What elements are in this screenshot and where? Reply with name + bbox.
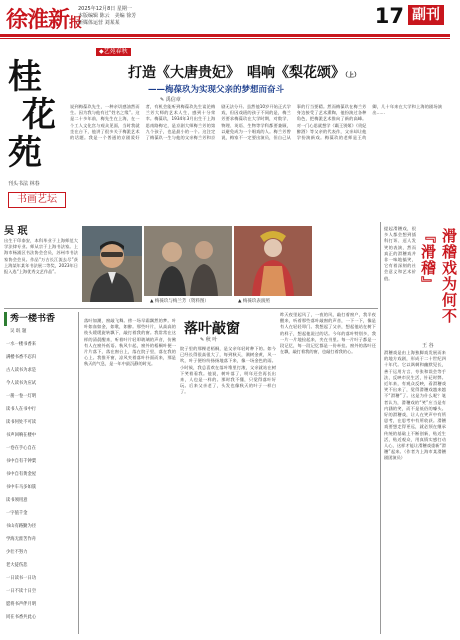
feature-tag: ◆艺苑春秋 xyxy=(96,48,131,56)
editor-line: 本版编辑 陈云 美编 徐芳 xyxy=(78,13,137,19)
feature-subheadline: ——梅葆玖为实现父亲的梦想而奋斗 xyxy=(148,85,285,95)
author-photo xyxy=(82,226,142,302)
poem-line: 一水一楼书香来 xyxy=(6,342,37,347)
poem-line: 书中车马多如簇 xyxy=(6,485,37,490)
poem-line: 读书人在书中行 xyxy=(6,407,37,412)
newspaper-logo: 徐淮新报 xyxy=(6,7,82,33)
right-feature-title: 滑稽戏为何不『滑稽』 xyxy=(419,228,458,324)
poem-line: 今人读书为应试 xyxy=(6,381,37,386)
poem-line: 古人读书为求是 xyxy=(6,368,37,373)
profile-bio: 出生于印泰安，本科毕业于上海师范大学法律专业。师从宗于上海书法家。上海市杨浦区书法协会会员，苏州市书法家协会会员。作品“万古长江流去尽”获上海某年某年书法展二等奖，2023年日报入选“上海优秀文艺作品”。 xyxy=(4,238,78,275)
column-title-char-1: 桂 xyxy=(8,57,42,97)
poem-line: 少壮不努力 xyxy=(6,550,28,555)
feature-photo-left xyxy=(144,226,232,296)
poem-line: 书声回响在楼中 xyxy=(6,433,37,438)
section-badge: 副刊 xyxy=(408,5,444,25)
poem-line: 愿将书声伴月明 xyxy=(6,602,37,607)
feature-photo-right xyxy=(234,226,312,296)
feature-headline: 打造《大唐贵妃》 唱响《梨花颂》（上） xyxy=(128,65,361,81)
poem-line: 满楼书香不忍归 xyxy=(6,355,37,360)
photo-caption-left: ▲ 梅葆玖与梅兰芳（资料图） xyxy=(150,299,209,304)
poem-line: 一卷在手心自在 xyxy=(6,446,37,451)
story-col-3: 昨天夜里起风了，一夜的风，敲打着窗户，我半夜醒来，听着那些落叶敲窗的声音，一下一下，像是有人在轻轻叩门。我想起了父亲，想起他站在树下的样子，想起他说过的话。今年的落叶特别多，我一片一片地捡起来，夹在书里。每一片叶子都是一段记忆，每一段记忆都是一份牵挂。窗外的落叶还在飘，敲打着我的窗，也敲打着我的心。 xyxy=(280,312,376,355)
feature-body-continued xyxy=(316,222,378,306)
poem-line: 读书须用意 xyxy=(6,498,28,503)
poem-line: 一字值千金 xyxy=(6,511,28,516)
right-feature-intro: 提起滑稽戏，很多人都会想到插科打诨、逗人发笑的表演，然而真正的滑稽戏并非一味地搞笑，它有着深刻的社会意义和艺术价值。 xyxy=(384,226,416,281)
poem-author: 吴 珉 题 xyxy=(10,329,27,334)
profile-name: 吴 珉 xyxy=(4,226,28,237)
column-title-char-3: 苑 xyxy=(8,133,42,173)
story-col-2: 院子里的那棵老梧桐，是父亲年轻时种下的。如今已经长得很高很大了，每到秋天，满树金黄，风一吹，叶子便纷纷扬扬地落下来，像一场金色的雨。小时候，我总喜欢在落叶堆里打滚，父亲就站在树下笑着看我。他说，树叶落了，明年还会再长出来，人也是一样的。那时我不懂，只觉得落叶好玩。后来父亲老了，头发也像秋天的叶子一样白了。 xyxy=(180,346,276,395)
poem-line: 一日不读十日空 xyxy=(6,589,37,594)
poem-line: 书中自有千钟粟 xyxy=(6,459,37,464)
column-badge: 书画艺坛 xyxy=(8,192,66,208)
poem-line: 读书何处不可读 xyxy=(6,420,37,425)
column-subtitle: 刊头书法 林春 xyxy=(8,181,40,187)
column-title-block xyxy=(8,58,58,172)
date-line: 2025年12月8日 星期一 xyxy=(78,6,132,12)
poem-line: 老大徒伤悲 xyxy=(6,563,28,568)
poem-line: 书山有路勤为径 xyxy=(6,524,37,529)
column-title-char-2: 花 xyxy=(22,95,56,135)
poem-line: 同在书香共此心 xyxy=(6,615,37,620)
right-column-divider xyxy=(380,222,381,634)
masthead-rule-thin xyxy=(0,38,450,39)
photo-caption-right: ▲ 梅葆玖表演照 xyxy=(238,299,270,304)
feature-body: 说到梅葆玖先生，一种亲切感油然而生。因为我与他有过“姓名之缘”。这是二十多年前，梅先生在上海，在一个工人文化宫与观众见面，当时我就坐在台下，他讲了很多关于梅派艺术的话题。我是一个普通的京剧爱好者，有机会能听到梅葆玖先生谈论梅兰芳大师的艺术人生，感到十分荣幸。梅葆玖，1934年3月出生于上海思南路梅宅，是京剧大师梅兰芳的第九个孩子，也是最小的一个。这注定了梅葆玖一生与他的父亲梅兰芳和京剧无法分开。虽然他10岁开始正式学戏，但因戏班的孩子不同的是，梅兰芳要求梅葆玖在大学时期，对数学、物理、英语、生物等学科都要兼顾，以避免成为一个唱戏的人。梅兰芳曾说，梅家不一定要出演员，但自己从事的行当要精。然而梅葆玖在梅兰芳身边接受了艺术熏陶，他扮演过各种角色，把梅派艺术推向了新的高峰。对一门心思就想学《霸王别姬》《贵妃醉酒》等父亲的代表作，父亲却让他学扮演新戏。梅葆玖的老师是王幼卿，几十年来在大学和上海的剧场演出…… xyxy=(70,104,442,141)
page-number: 17 xyxy=(374,4,404,28)
poem-line: 一日读书一日功 xyxy=(6,576,37,581)
story-byline: ✎ 秋 叶 xyxy=(200,337,218,343)
poem-line: 书中自有黄金屋 xyxy=(6,472,37,477)
story-title: 落叶敲窗 xyxy=(184,321,240,337)
tagline: 新媒体运营 刘某某 xyxy=(78,20,120,26)
masthead-info xyxy=(78,6,188,27)
poem-line: 学海无涯苦作舟 xyxy=(6,537,37,542)
poem-divider xyxy=(78,312,79,634)
poem-line: 一册一卷一灯明 xyxy=(6,394,37,399)
poem-title: 秀一楼书香 xyxy=(4,312,74,326)
right-feature-body: 滑稽戏是由上海独脚戏发展而来的地方戏剧，形成于二十世纪四十年代。它以讽刺和幽默见长，善于运用方言、夸张和误会等手法，反映市民生活，针砭时弊。近年来，有观众反映，看滑稽戏笑不出来了，觉得滑稽戏越来越不“滑稽”了。这是为什么呢？笔者认为，滑稽戏的“笑”应当是有内涵的笑，而不是低俗的噱头。好的滑稽戏，让人在笑声中有所思考，在思考中有所收获。滑稽戏要想走得更远，就必须在继承传统的基础上不断创新，贴近生活，贴近观众，用真情实感打动人心，这样才能让滑稽戏重新“滑稽”起来。（作者为上海市某滑稽剧团演员） xyxy=(384,350,446,461)
right-feature-byline: 王 谷 xyxy=(422,343,434,349)
story-col-1: 落叶如潮，窗敲飞舞。傍一场早霜飘然的梦。叶叶如血如金，如歌，如醉。那些叶片，从高高的枝头缓缓旋转飘下，敲打着我的窗。我常常在这样的清晨醒来，听着叶片轻叩玻璃的声音，仿佛有人在窗外低语。秋风乍起，窗外的梧桐叶便一片片落下，落在窗台上，落在院子里，落在我的心上。我推开窗，凉风夹着落叶扑面而来，那是秋天的气息，是一年中最沉静的时光。 xyxy=(84,318,176,367)
masthead-rule xyxy=(0,34,450,37)
section-divider xyxy=(4,308,378,309)
poem-body xyxy=(6,338,76,624)
feature-byline: ✎ 禹信章 xyxy=(160,97,181,103)
